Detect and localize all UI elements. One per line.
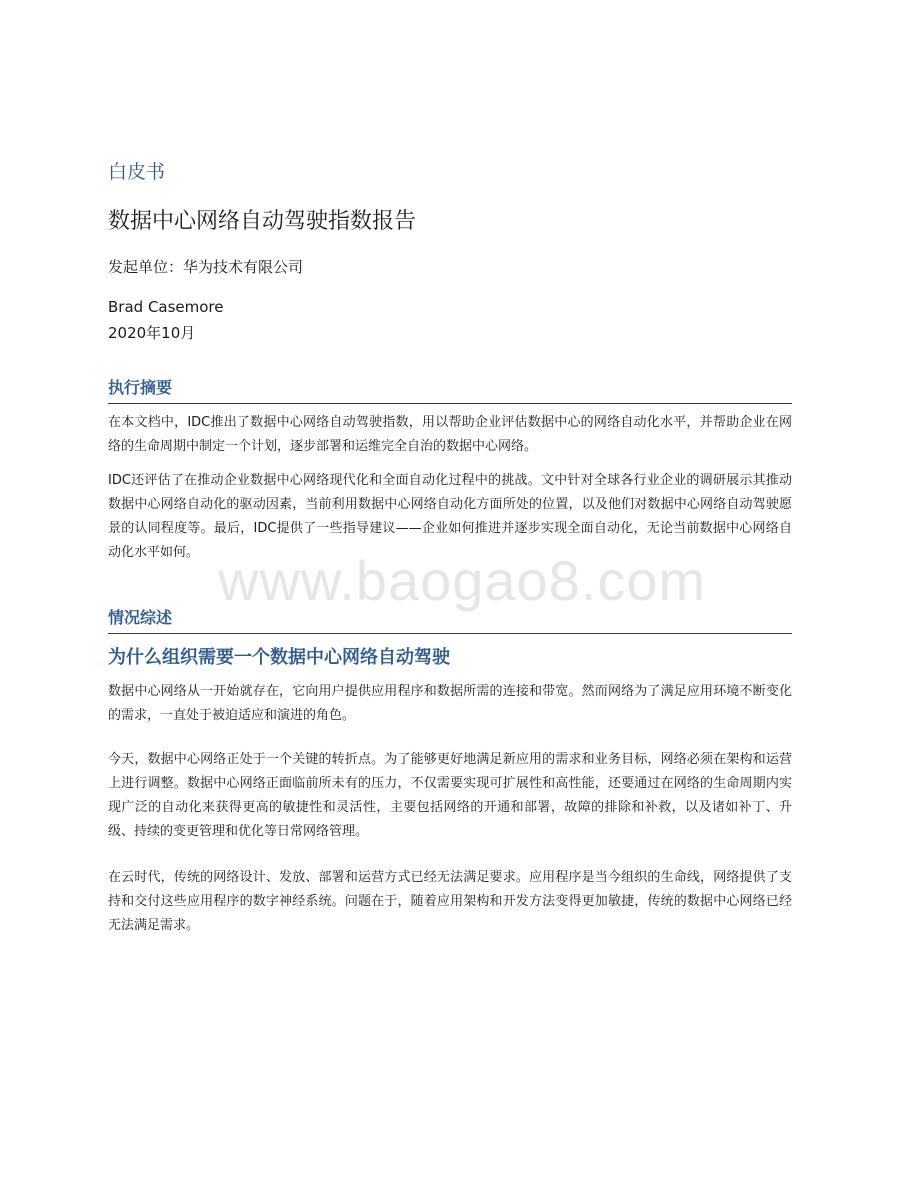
watermark-text: www.baogao8.com	[218, 549, 707, 612]
publication-date: 2020年10月	[108, 324, 196, 342]
executive-summary-paragraph: IDC还评估了在推动企业数据中心网络现代化和全面自动化过程中的挑战。文中针对全球各行业企业的调研展示其推动数据中心网络自动化的驱动因素，当前利用数据中心网络自动化方面所处的位置，以及他们对数据中心网络自动驾驶愿景的认同程度等。最后，IDC提供了一些指导建议——企业如何推进并逐步实现全面自动化，无论当前数据中心网络自动化水平如何。	[108, 473, 792, 560]
sponsor-line: 发起单位：华为技术有限公司	[108, 258, 304, 276]
overview-paragraph: 今天，数据中心网络正处于一个关键的转折点。为了能够更好地满足新应用的需求和业务目标，网络必须在架构和运营上进行调整。数据中心网络正面临前所未有的压力，不仅需要实现可扩展性和高性能，还要通过在网络的生命周期内实现广泛的自动化来获得更高的敏捷性和灵活性，主要包括网络的开通和部署，故障的排除和补救，以及诸如补丁、升级、持续的变更管理和优化等日常网络管理。	[108, 752, 792, 839]
overview-heading: 情况综述	[108, 605, 792, 634]
executive-summary-heading: 执行摘要	[108, 375, 792, 404]
author-name: Brad Casemore	[108, 298, 224, 316]
document-type-label: 白皮书	[108, 161, 166, 183]
overview-paragraph: 在云时代，传统的网络设计、发放、部署和运营方式已经无法满足要求。应用程序是当今组织的生命线，网络提供了支持和交付这些应用程序的数字神经系统。问题在于，随着应用架构和开发方法变得更加敏捷，传统的数据中心网络已经无法满足需求。	[108, 870, 792, 933]
document-title: 数据中心网络自动驾驶指数报告	[108, 209, 417, 234]
overview-paragraph: 数据中心网络从一开始就存在，它向用户提供应用程序和数据所需的连接和带宽。然而网络为了满足应用环境不断变化的需求，一直处于被迫适应和演进的角色。	[108, 684, 792, 723]
overview-subheading: 为什么组织需要一个数据中心网络自动驾驶	[108, 647, 450, 668]
executive-summary-paragraph: 在本文档中，IDC推出了数据中心网络自动驾驶指数，用以帮助企业评估数据中心的网络自动化水平，并帮助企业在网络的生命周期中制定一个计划，逐步部署和运维完全自治的数据中心网络。	[108, 415, 792, 454]
